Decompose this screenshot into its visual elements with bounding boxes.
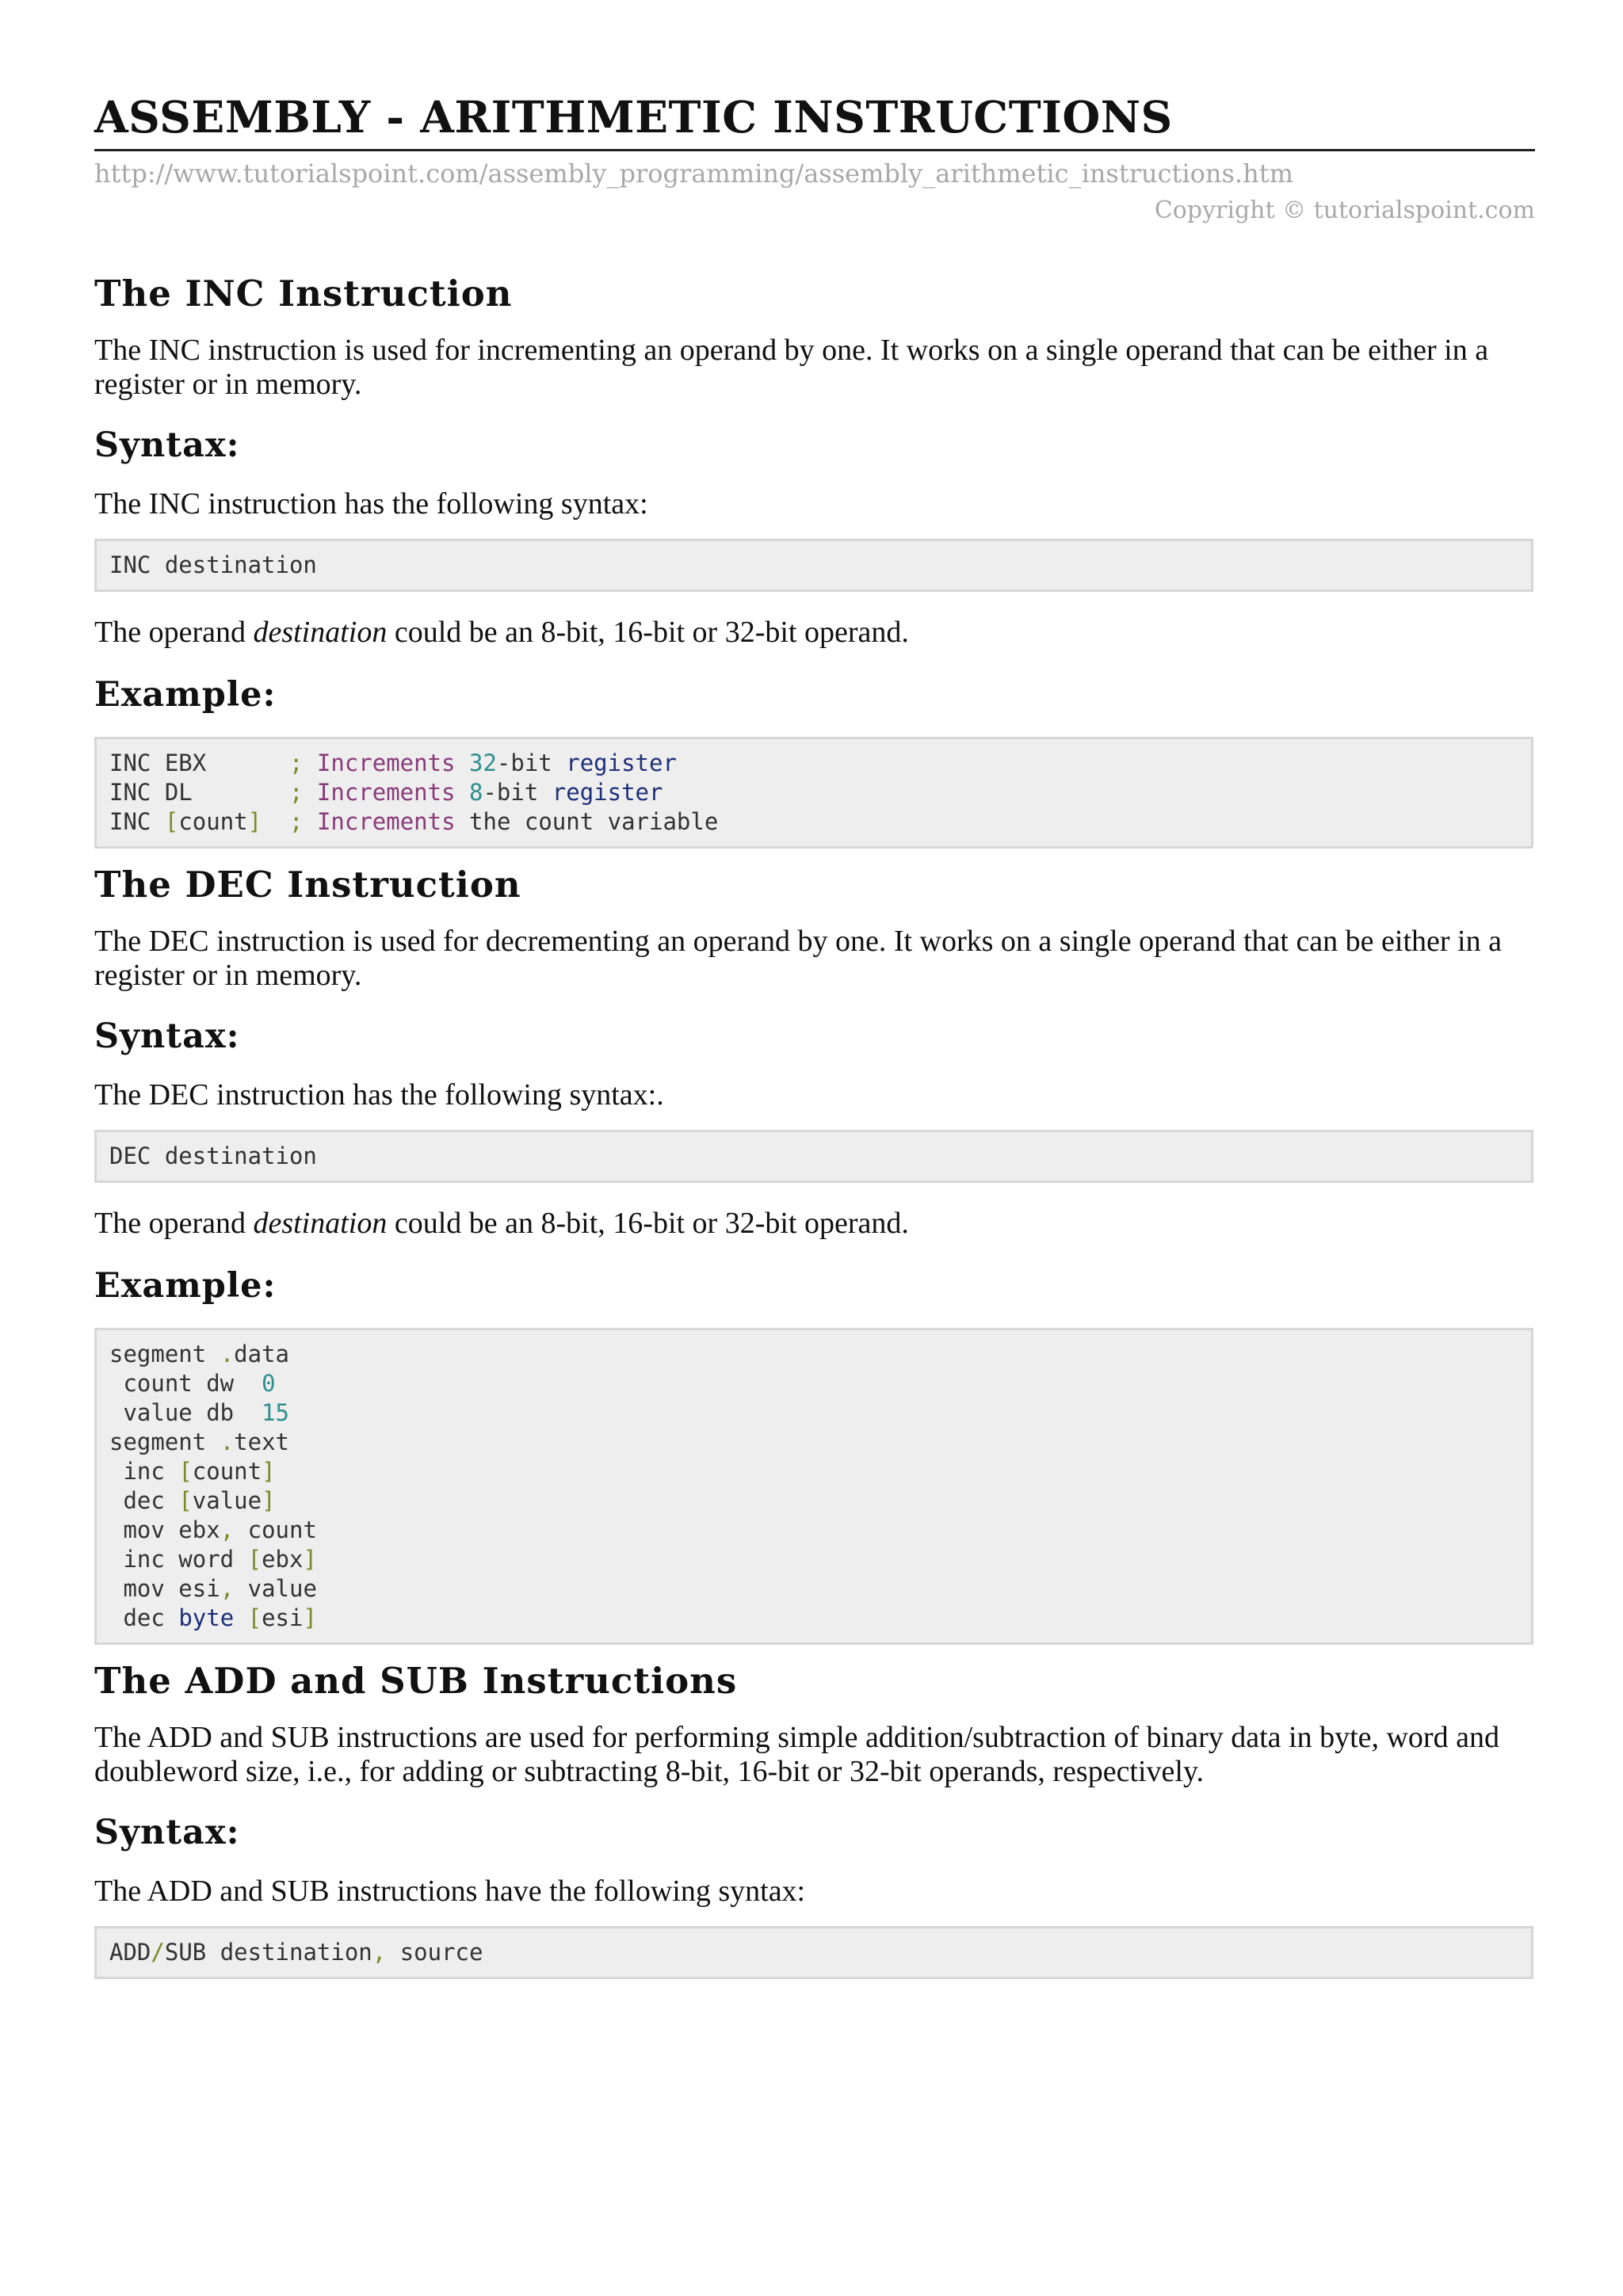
code-comment: ;	[289, 808, 304, 835]
code-comment: Increments	[316, 749, 456, 776]
code-punct: [	[164, 808, 179, 835]
operand-text: The operand	[94, 616, 254, 649]
dec-syntax-code: DEC destination	[94, 1130, 1533, 1183]
code-token: -bit	[496, 749, 567, 776]
addsub-syntax-intro: The ADD and SUB instructions have the following syntax:	[94, 1875, 806, 1908]
code-token: dec	[109, 1487, 179, 1514]
code-comment: Increments	[316, 779, 456, 806]
code-number: 15	[262, 1399, 289, 1426]
inc-example-heading: Example:	[94, 675, 277, 715]
code-punct: ]	[262, 1487, 276, 1514]
dec-syntax-intro: The DEC instruction has the following syntax:.	[94, 1078, 664, 1112]
code-keyword: byte	[178, 1604, 235, 1631]
code-comment: ;	[288, 749, 304, 776]
code-number: 8	[469, 779, 483, 806]
code-punct: [	[247, 1546, 262, 1573]
code-number: 32	[469, 749, 497, 776]
code-token: INC	[109, 808, 165, 835]
inc-heading: The INC Instruction	[94, 273, 513, 315]
code-token: segment	[109, 1341, 220, 1367]
dec-operand-note	[94, 1207, 1535, 1241]
code-token: SUB destination	[164, 1939, 372, 1966]
operand-text: The operand	[94, 1207, 254, 1240]
code-punct: ]	[303, 1546, 317, 1573]
dec-example-heading: Example:	[94, 1266, 277, 1306]
code-token: the count variable	[455, 808, 719, 835]
code-token: value db	[109, 1399, 262, 1426]
code-punct: ,	[220, 1516, 235, 1543]
code-number: 0	[262, 1370, 276, 1397]
operand-name: destination	[253, 1207, 388, 1240]
code-token: -bit	[483, 779, 552, 806]
copyright-notice: Copyright © tutorialspoint.com	[1154, 196, 1535, 224]
code-punct: .	[220, 1428, 235, 1455]
code-token: count dw	[109, 1370, 262, 1397]
inc-syntax-heading: Syntax:	[94, 425, 240, 465]
code-token: mov esi	[109, 1575, 220, 1602]
dec-intro: The DEC instruction is used for decrementing an operand by one. It works on a single operand that can be either in a register or in memory.	[94, 925, 1502, 992]
dec-syntax-heading: Syntax:	[94, 1016, 240, 1056]
title-rule	[94, 149, 1535, 151]
dec-heading: The DEC Instruction	[94, 864, 521, 906]
code-keyword: register	[552, 779, 663, 806]
code-punct: ,	[372, 1939, 387, 1966]
dec-example-code	[94, 1328, 1533, 1645]
code-punct: [	[178, 1458, 193, 1485]
code-token: count	[234, 1516, 317, 1543]
operand-name: destination	[253, 616, 388, 649]
code-punct: ]	[262, 1458, 276, 1485]
code-token: value	[192, 1487, 262, 1514]
page-title: ASSEMBLY - ARITHMETIC INSTRUCTIONS	[94, 91, 1173, 143]
code-token: count	[192, 1458, 262, 1485]
code-token: text	[234, 1428, 289, 1455]
code-token: ebx	[262, 1546, 304, 1573]
code-comment: Increments	[316, 808, 456, 835]
code-token: INC EBX	[109, 749, 289, 776]
code-token: esi	[262, 1604, 304, 1631]
code-punct: /	[151, 1939, 165, 1966]
inc-example-code	[94, 737, 1533, 849]
inc-syntax-intro: The INC instruction has the following syntax:	[94, 487, 648, 521]
addsub-intro: The ADD and SUB instructions are used for performing simple addition/subtraction of binary data in byte, word and doubleword size, i.e., for adding or subtracting 8-bit, 16-bit or 32-bit operands, respectively.	[94, 1721, 1499, 1788]
code-token: segment	[109, 1428, 220, 1455]
code-token: ADD	[109, 1939, 151, 1966]
code-keyword: register	[566, 749, 677, 776]
code-punct: ]	[247, 808, 262, 835]
operand-text: could be an 8-bit, 16-bit or 32-bit operand.	[387, 616, 909, 649]
code-token: dec	[109, 1604, 179, 1631]
code-token: mov ebx	[109, 1516, 220, 1543]
code-token: inc word	[109, 1546, 248, 1573]
inc-operand-note	[94, 616, 1535, 650]
code-token: INC DL	[109, 779, 289, 806]
code-token: data	[234, 1341, 289, 1367]
addsub-syntax-heading: Syntax:	[94, 1813, 240, 1852]
code-punct: .	[220, 1341, 235, 1367]
operand-text: could be an 8-bit, 16-bit or 32-bit operand.	[387, 1207, 909, 1240]
code-punct: [	[247, 1604, 262, 1631]
code-punct: [	[178, 1487, 193, 1514]
document-content	[94, 87, 1535, 1979]
code-token: source	[386, 1939, 483, 1966]
inc-syntax-code: INC destination	[94, 539, 1533, 592]
inc-intro: The INC instruction is used for incrementing an operand by one. It works on a single operand that can be either in a register or in memory.	[94, 334, 1489, 401]
addsub-heading: The ADD and SUB Instructions	[94, 1660, 738, 1702]
code-punct: ,	[220, 1575, 235, 1602]
code-token: value	[234, 1575, 317, 1602]
code-token: count	[178, 808, 248, 835]
code-comment: ;	[288, 779, 304, 806]
addsub-syntax-code	[94, 1926, 1533, 1979]
code-token: inc	[109, 1458, 179, 1485]
source-url: http://www.tutorialspoint.com/assembly_programming/assembly_arithmetic_instructions.htm	[94, 158, 1293, 189]
code-punct: ]	[303, 1604, 317, 1631]
